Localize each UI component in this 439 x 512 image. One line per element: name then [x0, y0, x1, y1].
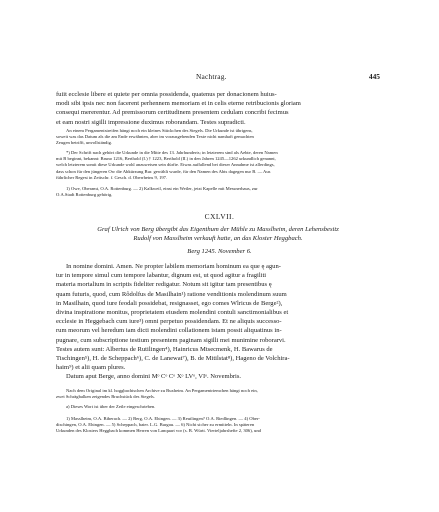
text-line: modi sibi ipsis nec non facerent perhennem memoriam et in celis eterne retribucionis gloriam [56, 100, 301, 108]
note-line: Nach dem Original im kl. hoggbachischen Archive zu Buxheim. An Pergamentriemchen hängt noch ein, [66, 388, 258, 393]
footnotes-place-names [56, 416, 380, 435]
note-line: dischingen, O.A. Ehingen. — 5) Scheppach, baier. L.G. Burgau. — 6) Nicht sicher zu ermitteln. In späteren [56, 422, 255, 428]
charter-regest [56, 226, 380, 243]
text-line: quam futuris, quod, cum Rôdolfus de Masilhain¹) ratione venditionis molendinum suum [56, 290, 287, 298]
running-header [56, 72, 380, 84]
charter-number: CXLVII. [204, 212, 235, 221]
note-line: 1) Masslheim, O.A. Biberach. — 2) Berg, O.A. Ehingen. — 3) Reutlingen? O.A. Riedlingen. — 4) Ober- [66, 416, 260, 421]
charter-dateline: Berg 1245. November 6. [187, 248, 252, 255]
text-line: Testes autem sunt: Albertus de Rutilingen⁴), Hainricus Mtsecmenk, H. Bawarus de [56, 345, 273, 353]
page-number: 445 [368, 72, 380, 81]
regest-line: Graf Ulrich von Berg übergibt das Eigenthum der Mühle zu Masslheim, deren Lehensbesitz [97, 226, 339, 233]
text-line: ecclesie in Heggebach cum iure³) omni perpetuo possidendam. Et ne aliquis successo- [56, 318, 282, 326]
text-line: In nomine domini. Amen. Ne propter labilem memoriam hominum ea que ę agun- [66, 263, 281, 270]
text-line: rum meorum vel heredum iam dicti molendini collationem istam possit aliquatinus in- [56, 327, 282, 335]
footnote-asterisk [56, 150, 380, 181]
note-line: soweit was das Datum als die am Ende erwähnten, aber im vorausgehenden Texte nicht namhaft gemachten [56, 134, 254, 140]
note-line: An einem Pergamentstreifen hängt noch ein kleines Stückchen des Siegels. Die Urkunde ist übrigens, [66, 128, 253, 133]
text-line: tur in tempore simul cum tempore labantur, dignum est, ut quod agitur a fragiliti [56, 272, 267, 280]
note-line: dass schon für den jüngeren Ow die Abkürzung Bur. gewählt wurde, für den Namen des Abts dagegen nur B. — Aus [56, 168, 271, 174]
note-line: a) Dieses Wort ist über der Zeile eingeschrieben. [66, 404, 156, 409]
text-line: consequi mererentur. Ad premissorum certitudinem presentem cedulam concribi fecimus [56, 109, 289, 117]
running-title: Nachtrag. [196, 72, 227, 81]
regest-line: Rudolf von Masslheim verkauft hatte, an das Kloster Heggbach. [133, 234, 303, 242]
text-line: divina inspiratione monitus, proprietatem eiusdem molendini contuli sanctimonialibus et [56, 309, 289, 317]
note-line: Zeugen betrifft, unvollständig. [56, 140, 113, 146]
charter-text [56, 262, 380, 382]
footnote-numbered [56, 186, 380, 198]
archive-note [56, 388, 380, 400]
note-line: Urkunden des Klosters Heggbach kommen Herren von Lanquart vor (s. B. Württ. Vierteljahrshefte 2, 306), und [56, 428, 261, 434]
text-line: pugnare, cum subscriptione testium presentem paginam sigilli mei munimine roborarvi. [56, 336, 286, 344]
text-line: et eam nostri sigilli impressione duximus roborandam. Testes supradicti. [56, 118, 246, 126]
text-line: haim⁹) et alii quam plures. [56, 364, 126, 372]
text-line: in Masilhain, quod iure feodali possidebat, resignasset, ego comes Wlricus de Berge²), [56, 299, 283, 307]
text-line: Datum aput Berge, anno domini Mᵒ Cᵒ Cᵒ Xᵒ LVᵒ, VIᵒ. Novembris. [66, 373, 242, 381]
note-line: zwei Schrägbalken zeigendes Bruchstück des Siegels. [56, 394, 155, 400]
text-line: materia mortalium in scriptis fideliter redigatur. Notum sit igitur tam presentibus ę [56, 281, 272, 289]
note-line: 1) Owe, Oberamt, O.A. Rottenburg. — 2) Kalkweil, einst ein Weiler, jetzt Kapelle mit Messnerhaus, zur [66, 186, 258, 191]
continuation-paragraph [56, 90, 380, 127]
note-line: mit B beginnt, bekannt: Bruno 1216, Berthold (I.) † 1223, Berthold (II.) in den Jahren 1245—1262 urkundlich genannt, [56, 156, 276, 162]
footnote-a [56, 404, 380, 410]
text-line: fuiit ecclesie libere et quiete per omnia possidenda, quatenus per donacionem huius- [56, 91, 277, 98]
note-line: O.A.Stadt Rottenburg gehörig. [56, 192, 113, 198]
text-line: Tischingen⁵), H. de Scheppach⁶), C. de Lanewat⁷), B. de Mitilstat⁸), Hageno de Volchira- [56, 355, 290, 363]
source-note [56, 128, 380, 147]
note-line: *) Der Schrift nach gehört die Urkunde in die Mitte des 13. Jahrhunderts; in letzterem sind als Aebte, deren Namen [66, 150, 278, 155]
note-line: führlicher Regest in Zeitschr. f. Gesch. d. Oberrheins 9, 197. [56, 174, 168, 180]
note-line: welch letzterem somit diese Urkunde wohl anzuweisen sein dürfte. Etwas auffallend bei dieser Annahme ist allerdings, [56, 162, 275, 168]
